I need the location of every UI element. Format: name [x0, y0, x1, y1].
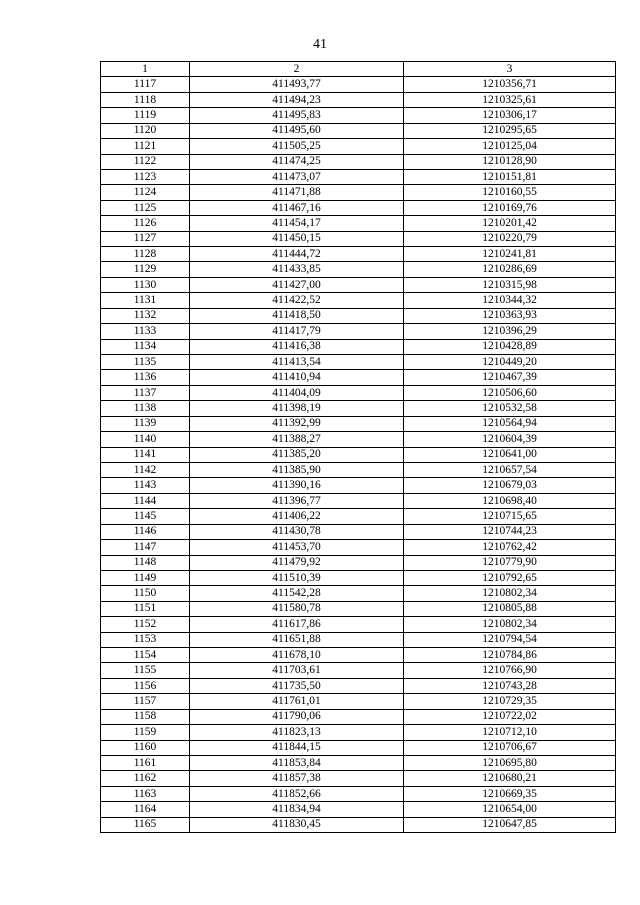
x-coordinate-cell: 411495,60 — [190, 123, 404, 138]
table-row — [101, 663, 616, 678]
x-coordinate-cell: 411450,15 — [190, 231, 404, 246]
x-coordinate-cell: 411404,09 — [190, 385, 404, 400]
point-number-cell: 1137 — [101, 385, 190, 400]
x-coordinate-cell: 411823,13 — [190, 725, 404, 740]
table-row — [101, 601, 616, 616]
x-coordinate-cell: 411474,25 — [190, 154, 404, 169]
table-row — [101, 478, 616, 493]
y-coordinate-cell: 1210802,34 — [404, 586, 616, 601]
y-coordinate-cell: 1210286,69 — [404, 262, 616, 277]
point-number-cell: 1164 — [101, 802, 190, 817]
point-number-cell: 1131 — [101, 293, 190, 308]
x-coordinate-cell: 411790,06 — [190, 709, 404, 724]
table-row — [101, 771, 616, 786]
table-row — [101, 108, 616, 123]
point-number-cell: 1141 — [101, 447, 190, 462]
x-coordinate-cell: 411422,52 — [190, 293, 404, 308]
table-row — [101, 740, 616, 755]
table-row — [101, 570, 616, 585]
y-coordinate-cell: 1210779,90 — [404, 555, 616, 570]
point-number-cell: 1136 — [101, 370, 190, 385]
page-number: 41 — [313, 37, 327, 52]
x-coordinate-cell: 411761,01 — [190, 694, 404, 709]
point-number-cell: 1134 — [101, 339, 190, 354]
y-coordinate-cell: 1210805,88 — [404, 601, 616, 616]
x-coordinate-cell: 411392,99 — [190, 416, 404, 431]
x-coordinate-cell: 411542,28 — [190, 586, 404, 601]
y-coordinate-cell: 1210647,85 — [404, 817, 616, 832]
y-coordinate-cell: 1210792,65 — [404, 570, 616, 585]
y-coordinate-cell: 1210467,39 — [404, 370, 616, 385]
y-coordinate-cell: 1210695,80 — [404, 755, 616, 770]
table-row — [101, 678, 616, 693]
x-coordinate-cell: 411444,72 — [190, 247, 404, 262]
point-number-cell: 1123 — [101, 169, 190, 184]
point-number-cell: 1122 — [101, 154, 190, 169]
table-row — [101, 540, 616, 555]
x-coordinate-cell: 411385,90 — [190, 462, 404, 477]
table-row — [101, 617, 616, 632]
point-number-cell: 1126 — [101, 216, 190, 231]
point-number-cell: 1121 — [101, 139, 190, 154]
point-number-cell: 1135 — [101, 355, 190, 370]
y-coordinate-cell: 1210706,67 — [404, 740, 616, 755]
table-row — [101, 709, 616, 724]
y-coordinate-cell: 1210641,00 — [404, 447, 616, 462]
table-row — [101, 524, 616, 539]
x-coordinate-cell: 411454,17 — [190, 216, 404, 231]
x-coordinate-cell: 411834,94 — [190, 802, 404, 817]
x-coordinate-cell: 411390,16 — [190, 478, 404, 493]
table-row — [101, 293, 616, 308]
x-coordinate-cell: 411410,94 — [190, 370, 404, 385]
y-coordinate-cell: 1210794,54 — [404, 632, 616, 647]
table-row — [101, 77, 616, 92]
point-number-cell: 1143 — [101, 478, 190, 493]
point-number-cell: 1118 — [101, 92, 190, 107]
y-coordinate-cell: 1210680,21 — [404, 771, 616, 786]
y-coordinate-cell: 1210744,23 — [404, 524, 616, 539]
y-coordinate-cell: 1210356,71 — [404, 77, 616, 92]
y-coordinate-cell: 1210363,93 — [404, 308, 616, 323]
point-number-cell: 1156 — [101, 678, 190, 693]
x-coordinate-cell: 411735,50 — [190, 678, 404, 693]
column-header-2: 2 — [190, 62, 404, 77]
x-coordinate-cell: 411580,78 — [190, 601, 404, 616]
y-coordinate-cell: 1210160,55 — [404, 185, 616, 200]
coordinates-table — [100, 61, 616, 833]
point-number-cell: 1160 — [101, 740, 190, 755]
point-number-cell: 1117 — [101, 77, 190, 92]
x-coordinate-cell: 411418,50 — [190, 308, 404, 323]
y-coordinate-cell: 1210506,60 — [404, 385, 616, 400]
point-number-cell: 1142 — [101, 462, 190, 477]
x-coordinate-cell: 411433,85 — [190, 262, 404, 277]
x-coordinate-cell: 411853,84 — [190, 755, 404, 770]
table-row — [101, 586, 616, 601]
point-number-cell: 1119 — [101, 108, 190, 123]
point-number-cell: 1125 — [101, 200, 190, 215]
x-coordinate-cell: 411493,77 — [190, 77, 404, 92]
table-header-row — [101, 62, 616, 77]
table-row — [101, 786, 616, 801]
table-row — [101, 355, 616, 370]
x-coordinate-cell: 411413,54 — [190, 355, 404, 370]
y-coordinate-cell: 1210679,03 — [404, 478, 616, 493]
x-coordinate-cell: 411857,38 — [190, 771, 404, 786]
point-number-cell: 1157 — [101, 694, 190, 709]
table-row — [101, 755, 616, 770]
point-number-cell: 1149 — [101, 570, 190, 585]
x-coordinate-cell: 411678,10 — [190, 648, 404, 663]
y-coordinate-cell: 1210715,65 — [404, 509, 616, 524]
x-coordinate-cell: 411479,92 — [190, 555, 404, 570]
point-number-cell: 1155 — [101, 663, 190, 678]
table-row — [101, 632, 616, 647]
y-coordinate-cell: 1210344,32 — [404, 293, 616, 308]
point-number-cell: 1161 — [101, 755, 190, 770]
y-coordinate-cell: 1210729,35 — [404, 694, 616, 709]
x-coordinate-cell: 411406,22 — [190, 509, 404, 524]
y-coordinate-cell: 1210654,00 — [404, 802, 616, 817]
table-row — [101, 447, 616, 462]
table-row — [101, 92, 616, 107]
x-coordinate-cell: 411453,70 — [190, 540, 404, 555]
point-number-cell: 1159 — [101, 725, 190, 740]
point-number-cell: 1144 — [101, 493, 190, 508]
table-row — [101, 385, 616, 400]
table-row — [101, 817, 616, 832]
y-coordinate-cell: 1210241,81 — [404, 247, 616, 262]
y-coordinate-cell: 1210784,86 — [404, 648, 616, 663]
y-coordinate-cell: 1210722,02 — [404, 709, 616, 724]
table-row — [101, 216, 616, 231]
y-coordinate-cell: 1210151,81 — [404, 169, 616, 184]
point-number-cell: 1158 — [101, 709, 190, 724]
point-number-cell: 1129 — [101, 262, 190, 277]
point-number-cell: 1163 — [101, 786, 190, 801]
table-row — [101, 802, 616, 817]
point-number-cell: 1147 — [101, 540, 190, 555]
table-row — [101, 324, 616, 339]
table-body — [101, 77, 616, 833]
x-coordinate-cell: 411852,66 — [190, 786, 404, 801]
point-number-cell: 1128 — [101, 247, 190, 262]
table-row — [101, 185, 616, 200]
point-number-cell: 1146 — [101, 524, 190, 539]
y-coordinate-cell: 1210743,28 — [404, 678, 616, 693]
table-row — [101, 308, 616, 323]
y-coordinate-cell: 1210295,65 — [404, 123, 616, 138]
table-row — [101, 462, 616, 477]
y-coordinate-cell: 1210669,35 — [404, 786, 616, 801]
point-number-cell: 1120 — [101, 123, 190, 138]
table-row — [101, 231, 616, 246]
y-coordinate-cell: 1210698,40 — [404, 493, 616, 508]
x-coordinate-cell: 411467,16 — [190, 200, 404, 215]
y-coordinate-cell: 1210657,54 — [404, 462, 616, 477]
x-coordinate-cell: 411651,88 — [190, 632, 404, 647]
table-row — [101, 339, 616, 354]
point-number-cell: 1153 — [101, 632, 190, 647]
x-coordinate-cell: 411505,25 — [190, 139, 404, 154]
y-coordinate-cell: 1210125,04 — [404, 139, 616, 154]
table-row — [101, 694, 616, 709]
x-coordinate-cell: 411416,38 — [190, 339, 404, 354]
y-coordinate-cell: 1210802,34 — [404, 617, 616, 632]
point-number-cell: 1138 — [101, 401, 190, 416]
table-row — [101, 555, 616, 570]
point-number-cell: 1132 — [101, 308, 190, 323]
y-coordinate-cell: 1210762,42 — [404, 540, 616, 555]
x-coordinate-cell: 411844,15 — [190, 740, 404, 755]
x-coordinate-cell: 411398,19 — [190, 401, 404, 416]
y-coordinate-cell: 1210712,10 — [404, 725, 616, 740]
x-coordinate-cell: 411471,88 — [190, 185, 404, 200]
table-row — [101, 725, 616, 740]
point-number-cell: 1151 — [101, 601, 190, 616]
point-number-cell: 1133 — [101, 324, 190, 339]
y-coordinate-cell: 1210220,79 — [404, 231, 616, 246]
table-row — [101, 200, 616, 215]
point-number-cell: 1127 — [101, 231, 190, 246]
table-row — [101, 169, 616, 184]
point-number-cell: 1140 — [101, 432, 190, 447]
y-coordinate-cell: 1210532,58 — [404, 401, 616, 416]
table-row — [101, 493, 616, 508]
y-coordinate-cell: 1210396,29 — [404, 324, 616, 339]
y-coordinate-cell: 1210428,89 — [404, 339, 616, 354]
table-row — [101, 648, 616, 663]
table-row — [101, 123, 616, 138]
point-number-cell: 1145 — [101, 509, 190, 524]
table-row — [101, 509, 616, 524]
x-coordinate-cell: 411473,07 — [190, 169, 404, 184]
y-coordinate-cell: 1210306,17 — [404, 108, 616, 123]
table-row — [101, 370, 616, 385]
point-number-cell: 1130 — [101, 277, 190, 292]
table-row — [101, 401, 616, 416]
x-coordinate-cell: 411427,00 — [190, 277, 404, 292]
point-number-cell: 1162 — [101, 771, 190, 786]
point-number-cell: 1124 — [101, 185, 190, 200]
y-coordinate-cell: 1210564,94 — [404, 416, 616, 431]
y-coordinate-cell: 1210449,20 — [404, 355, 616, 370]
y-coordinate-cell: 1210766,90 — [404, 663, 616, 678]
point-number-cell: 1148 — [101, 555, 190, 570]
x-coordinate-cell: 411388,27 — [190, 432, 404, 447]
y-coordinate-cell: 1210201,42 — [404, 216, 616, 231]
x-coordinate-cell: 411617,86 — [190, 617, 404, 632]
table-row — [101, 432, 616, 447]
table-row — [101, 247, 616, 262]
x-coordinate-cell: 411494,23 — [190, 92, 404, 107]
table-row — [101, 277, 616, 292]
table-row — [101, 139, 616, 154]
table-row — [101, 154, 616, 169]
table-row — [101, 262, 616, 277]
table-row — [101, 416, 616, 431]
x-coordinate-cell: 411703,61 — [190, 663, 404, 678]
x-coordinate-cell: 411495,83 — [190, 108, 404, 123]
y-coordinate-cell: 1210325,61 — [404, 92, 616, 107]
point-number-cell: 1154 — [101, 648, 190, 663]
x-coordinate-cell: 411430,78 — [190, 524, 404, 539]
point-number-cell: 1150 — [101, 586, 190, 601]
column-header-3: 3 — [404, 62, 616, 77]
point-number-cell: 1152 — [101, 617, 190, 632]
y-coordinate-cell: 1210315,98 — [404, 277, 616, 292]
x-coordinate-cell: 411385,20 — [190, 447, 404, 462]
point-number-cell: 1165 — [101, 817, 190, 832]
x-coordinate-cell: 411417,79 — [190, 324, 404, 339]
point-number-cell: 1139 — [101, 416, 190, 431]
x-coordinate-cell: 411830,45 — [190, 817, 404, 832]
y-coordinate-cell: 1210604,39 — [404, 432, 616, 447]
y-coordinate-cell: 1210169,76 — [404, 200, 616, 215]
x-coordinate-cell: 411510,39 — [190, 570, 404, 585]
x-coordinate-cell: 411396,77 — [190, 493, 404, 508]
column-header-1: 1 — [101, 62, 190, 77]
y-coordinate-cell: 1210128,90 — [404, 154, 616, 169]
